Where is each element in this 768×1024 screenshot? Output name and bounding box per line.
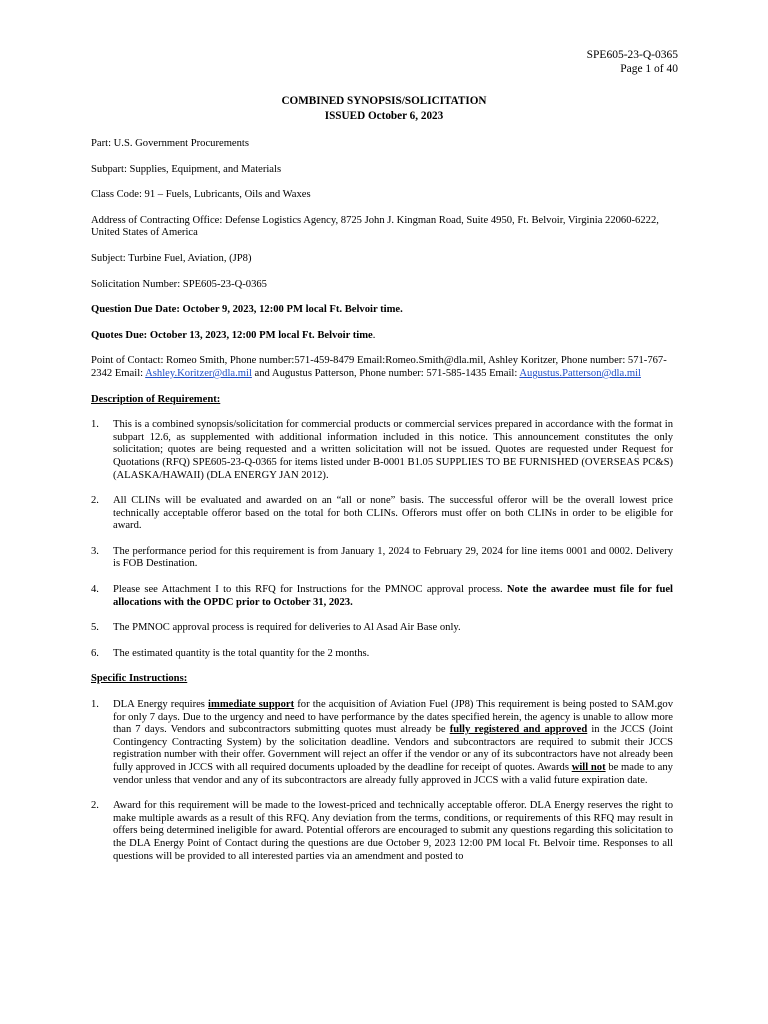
requirement-item <box>91 648 673 661</box>
title-line-2: ISSUED October 6, 2023 <box>324 109 444 122</box>
text-run: be made to any vendor unless that vendor and any of its subcontractors are already fully approved in JCCS with a valid future expiration date. <box>113 762 673 786</box>
item-text <box>113 584 673 609</box>
item-number: 6. <box>91 647 99 659</box>
page-header <box>587 49 678 76</box>
document-title <box>0 94 768 123</box>
item-number: 2. <box>91 800 99 812</box>
solicitation-number-field: Solicitation Number: SPE605-23-Q-0365 <box>91 278 267 290</box>
text-run: The PMNOC approval process is required for deliveries to Al Asad Air Base only. <box>113 622 461 634</box>
text-run: This is a combined synopsis/solicitation for commercial products or commercial services prepared in accordance with the format in subpart 12.6, as supplemented with additional information included in this notice. This announcement constitutes the only solicitation; quotes are being requested and a written solicitation will not be issued. Quotes are requested under Request for Quotations (RFQ) SPE605-23-Q-0365 for items listed under B-0001 B1.05 SUPPLIES TO BE FURNISHED (OVERSEAS PC&S) (ALASKA/HAWAII) (DLA ENERGY JAN 2012). <box>113 419 673 481</box>
item-text <box>113 495 673 533</box>
bold-note: Note the awardee must file for fuel allocations with the OPDC prior to October 31, 2023. <box>113 584 673 608</box>
contact-text-1: Point of Contact: Romeo Smith, Phone number:571-459-8479 Email:Romeo.Smith@dla.mil, Ashley Koritzer, Phone number: 571-767-2342 Email: <box>91 355 667 379</box>
requirement-item <box>91 546 673 571</box>
page-number: Page 1 of 40 <box>620 62 678 75</box>
instruction-item <box>91 800 673 863</box>
contact-text-2: and Augustus Patterson, Phone number: 571-585-1435 Email: <box>251 367 520 379</box>
specific-instructions-heading: Specific Instructions: <box>91 673 188 685</box>
text-run: for the acquisition of Aviation Fuel (JP8) This requirement is being posted to SAM.gov for only 7 days. Due to the urgency and need to have performance by the dates specified herein, the agency is unable to allow more than 7 days. Vendors and subcontractors submitting quotes must already be <box>113 699 673 736</box>
email-link-koritzer[interactable]: Ashley.Koritzer@dla.mil <box>145 367 252 379</box>
requirement-item <box>91 419 673 482</box>
item-number: 2. <box>91 495 99 507</box>
emphasis-will-not: will not <box>571 762 606 773</box>
quotes-due-line <box>91 330 673 343</box>
text-run: in the JCCS (Joint Contingency Contracting System) by the solicitation deadline. Vendors and subcontractors are required to submit their JCCS registration number with their offer. Government will reject an offer if the vendor or any of its subcontractors have not already been fully approved in JCCS with all required documents uploaded by the deadline for receipt of quotes. Awards <box>113 724 673 773</box>
item-text <box>113 622 673 635</box>
quotes-due-date: Quotes Due: October 13, 2023, 12:00 PM local Ft. Belvoir time <box>91 329 373 341</box>
subject-field: Subject: Turbine Fuel, Aviation, (JP8) <box>91 252 252 264</box>
point-of-contact <box>91 355 673 380</box>
text-run: Please see Attachment I to this RFQ for Instructions for the PMNOC approval process. <box>113 584 507 596</box>
item-text: Award for this requirement will be made to the lowest-priced and technically acceptable offeror. DLA Energy reserves the right to make multiple awards as a result of this RFQ. Any deviation from the terms, conditions, or requirements of this RFQ may result in offers being determined ineligible for award. Potential offerors are encouraged to submit any questions regarding this solicitation to the DLA Energy Point of Contact during the questions are due October 9, 2023 12:00 PM local Ft. Belvoir time. Responses to all questions will be provided to all interested parties via an amendment and posted to <box>113 800 673 862</box>
description-list <box>91 419 673 660</box>
text-run: The performance period for this requirement is from January 1, 2024 to February 29, 2024 for line items 0001 and 0002. Delivery is FOB Destination. <box>113 545 673 570</box>
emphasis-immediate-support: immediate support <box>208 699 295 711</box>
item-text <box>113 648 673 661</box>
item-text <box>113 699 673 787</box>
part-field: Part: U.S. Government Procurements <box>91 138 249 149</box>
document-body <box>91 138 673 876</box>
requirement-item <box>91 622 673 635</box>
description-heading: Description of Requirement: <box>91 393 221 405</box>
text-run: The estimated quantity is the total quantity for the 2 months. <box>113 647 370 659</box>
email-link-patterson[interactable]: Augustus.Patterson@dla.mil <box>519 367 641 379</box>
item-text <box>113 419 673 482</box>
address-field: Address of Contracting Office: Defense Logistics Agency, 8725 John J. Kingman Road, Suite 4950, Ft. Belvoir, Virginia 22060-6222, United States of America <box>91 214 659 239</box>
item-number: 1. <box>91 699 99 711</box>
item-number: 5. <box>91 622 99 634</box>
item-text <box>113 546 673 571</box>
quotes-due-period: . <box>372 329 376 341</box>
class-code-field: Class Code: 91 – Fuels, Lubricants, Oils and Waxes <box>91 189 311 201</box>
text-run: All CLINs will be evaluated and awarded on an “all or none” basis. The successful offeror will be the overall lowest price technically acceptable offeror based on the total for both CLINs. Offerors must offer on both CLINs in order to be eligible for award. <box>113 495 673 532</box>
document-number: SPE605-23-Q-0365 <box>586 49 678 61</box>
requirement-item <box>91 584 673 609</box>
question-due-date: Question Due Date: October 9, 2023, 12:00 PM local Ft. Belvoir time. <box>91 304 403 316</box>
emphasis-fully-registered: fully registered and approved <box>449 724 588 736</box>
title-line-1: COMBINED SYNOPSIS/SOLICITATION <box>281 95 487 107</box>
requirement-item <box>91 495 673 533</box>
item-number: 4. <box>91 584 99 596</box>
item-number: 1. <box>91 419 99 431</box>
subpart-field: Subpart: Supplies, Equipment, and Materials <box>91 163 282 175</box>
text-run: DLA Energy requires <box>113 699 209 711</box>
item-number: 3. <box>91 545 99 557</box>
instruction-item <box>91 699 673 787</box>
